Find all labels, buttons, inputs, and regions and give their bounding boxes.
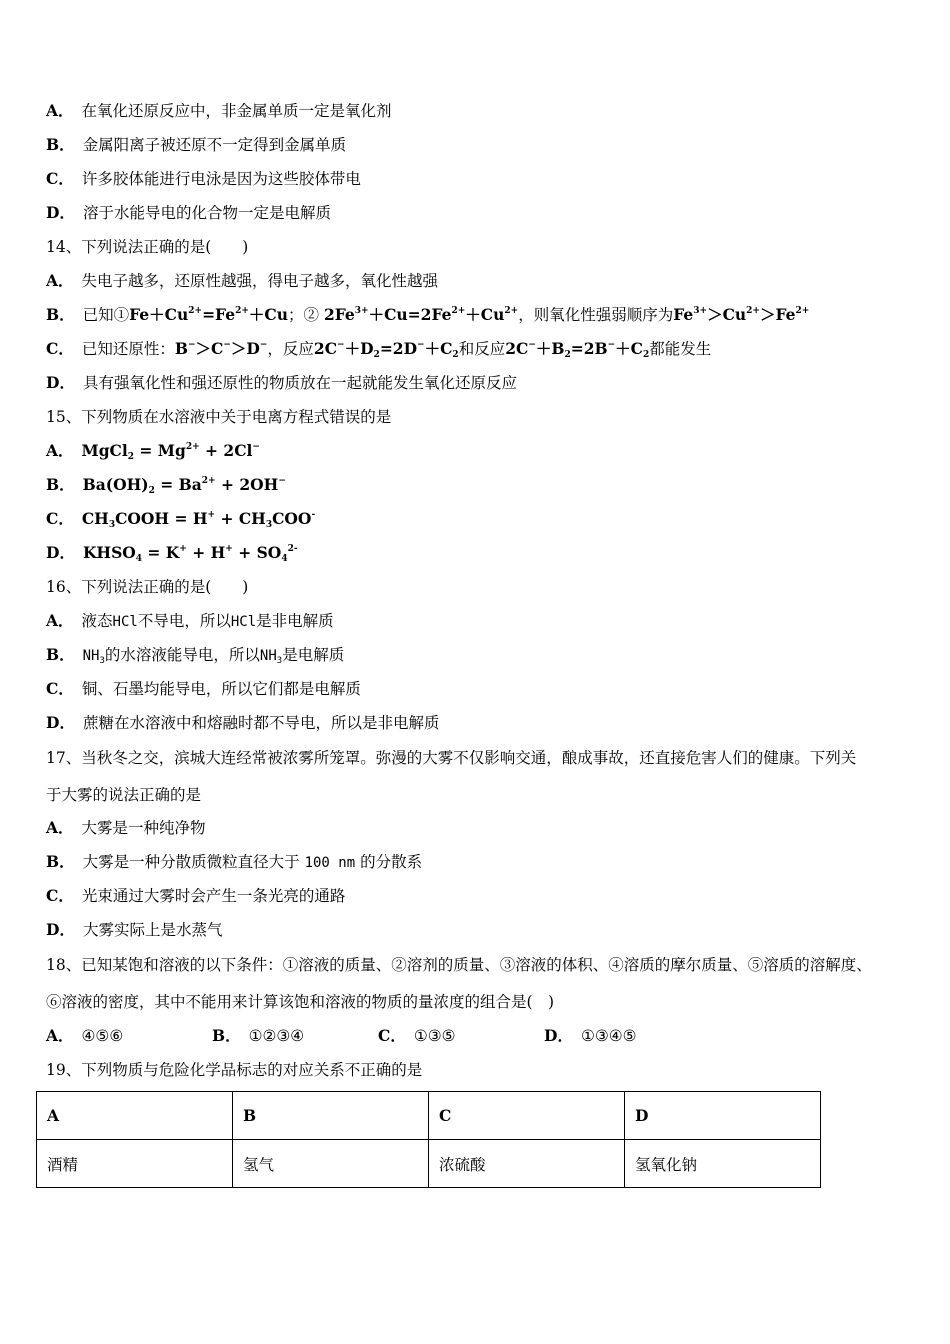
table-cell: 氢氧化钠 <box>625 1140 821 1188</box>
q15-option-d: D． $KHSO_4 = K^+ + H^+ + SO_4^{2-}$ <box>46 543 298 564</box>
q18-option-c: C． ①③⑤ <box>378 1026 456 1045</box>
q19-table <box>36 1091 821 1188</box>
q16-option-c: C． 铜、石墨均能导电，所以它们都是电解质 <box>46 679 361 698</box>
q18-option-b: B． ①②③④ <box>212 1026 305 1045</box>
q13-option-c: C． 许多胶体能进行电泳是因为这些胶体带电 <box>46 169 361 188</box>
q18-stem-line1: 18、已知某饱和溶液的以下条件：①溶液的质量、②溶剂的质量、③溶液的体积、④溶质的摩尔质量、⑤溶质的溶解度、 <box>46 956 872 974</box>
q19-stem: 19、下列物质与危险化学品标志的对应关系不正确的是 <box>46 1061 423 1079</box>
q18-stem-line2: ⑥溶液的密度，其中不能用来计算该饱和溶液的物质的量浓度的组合是( ) <box>46 993 555 1011</box>
q14-option-c: C． 已知还原性：B−＞C−＞D−，反应$2C^-+D_2=2D^-+C_2$和反应$2C^-+B_2=2B^-+C_2$都能发生 <box>46 339 712 360</box>
q18-option-d: D． ①③④⑤ <box>544 1026 637 1045</box>
q16-stem: 16、下列说法正确的是( ) <box>46 578 249 596</box>
q13-option-d: D． 溶于水能导电的化合物一定是电解质 <box>46 203 331 222</box>
q17-option-a: A． 大雾是一种纯净物 <box>46 818 206 837</box>
q16-option-b: B． $NH_3$的水溶液能导电，所以$NH_3$是电解质 <box>46 645 345 666</box>
q13-option-b: B． 金属阳离子被还原不一定得到金属单质 <box>46 135 347 154</box>
q16-option-a: A． 液态HCl不导电，所以HCl是非电解质 <box>46 611 334 630</box>
table-row <box>37 1140 821 1188</box>
q18-option-a: A． ④⑤⑥ <box>46 1026 124 1045</box>
table-cell: 浓硫酸 <box>429 1140 625 1188</box>
q14-option-d: D． 具有强氧化性和强还原性的物质放在一起就能发生氧化还原反应 <box>46 373 517 392</box>
q17-option-d: D． 大雾实际上是水蒸气 <box>46 920 223 939</box>
q17-option-c: C． 光束通过大雾时会产生一条光亮的通路 <box>46 886 346 905</box>
q16-option-d: D． 蔗糖在水溶液中和熔融时都不导电，所以是非电解质 <box>46 713 440 732</box>
q17-stem-line2: 于大雾的说法正确的是 <box>46 786 202 804</box>
table-header-cell: D <box>625 1092 821 1140</box>
q15-stem: 15、下列物质在水溶液中关于电离方程式错误的是 <box>46 408 392 426</box>
q14-option-a: A． 失电子越多，还原性越强，得电子越多，氧化性越强 <box>46 271 439 290</box>
q15-option-c: C． $CH_3COOH = H^+ + CH_3COO^-$ <box>46 509 316 530</box>
q15-option-b: B． $Ba(OH)_2 = Ba^{2+} + 2OH^-$ <box>46 475 286 496</box>
q13-option-a: A． 在氧化还原反应中，非金属单质一定是氧化剂 <box>46 101 392 120</box>
q17-stem-line1: 17、当秋冬之交，滨城大连经常被浓雾所笼罩。弥漫的大雾不仅影响交通，酿成事故，还直接危害人们的健康。下列关 <box>46 749 857 767</box>
q17-option-b: B． 大雾是一种分散质微粒直径大于 100 nm 的分散系 <box>46 852 423 871</box>
table-header-cell: B <box>233 1092 429 1140</box>
q15-option-a: A． MgCl$_2$ = $Mg^{2+} + 2Cl^-$ <box>46 441 260 462</box>
table-header-cell: C <box>429 1092 625 1140</box>
table-header-row <box>37 1092 821 1140</box>
q14-option-b: B． 已知$①Fe+Cu^{2+}=Fe^{2+}+Cu$；② $2Fe^{3+}+Cu=2Fe^{2+}+Cu^{2+}$，则氧化性强弱顺序为$Fe^{3+}>Cu^{2+}>Fe^{2+}$ <box>46 305 810 324</box>
table-header-cell: A <box>37 1092 233 1140</box>
q14-stem: 14、下列说法正确的是( ) <box>46 238 249 256</box>
table-cell: 氢气 <box>233 1140 429 1188</box>
q18-options <box>46 1026 637 1046</box>
table-cell: 酒精 <box>37 1140 233 1188</box>
